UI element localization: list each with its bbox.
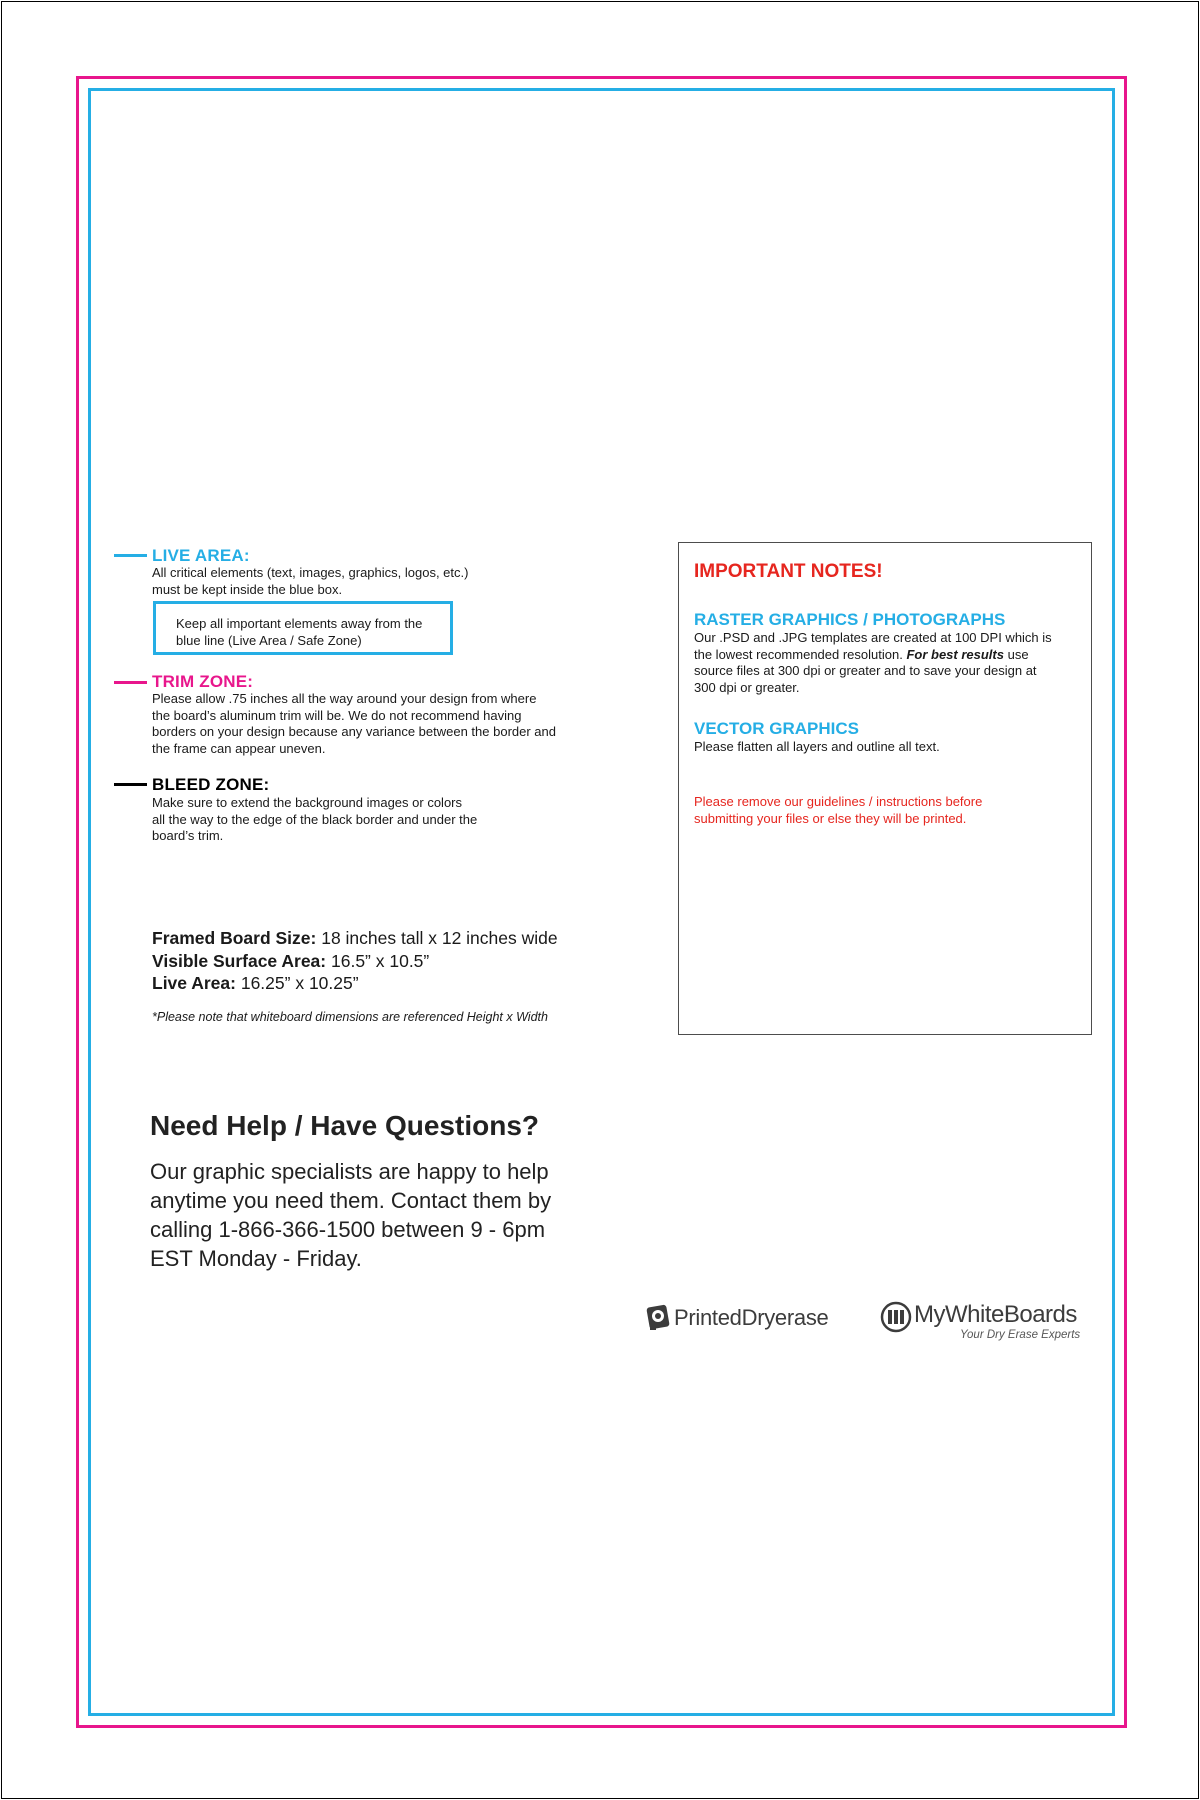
live-area-text xyxy=(152,565,532,598)
live-area-legend-line xyxy=(114,554,147,557)
live-area-size-label: Live Area: xyxy=(152,973,236,993)
bleed-zone-title: BLEED ZONE: xyxy=(152,775,270,794)
help-text-line: anytime you need them. Contact them by xyxy=(150,1188,552,1213)
safe-zone-callout xyxy=(153,601,453,655)
mywhiteboards-tagline: Your Dry Erase Experts xyxy=(960,1329,1081,1341)
live-area-size-value: 16.25” x 10.25” xyxy=(235,973,359,993)
live-area-text-line: All critical elements (text, images, graphics, logos, etc.) xyxy=(152,565,469,580)
important-notes-box xyxy=(678,542,1092,1035)
trim-zone-text-line: the frame can appear uneven. xyxy=(152,740,326,756)
bleed-zone-text xyxy=(152,795,532,845)
live-area-text-line: must be kept inside the blue box. xyxy=(152,581,343,597)
vector-graphics-title: VECTOR GRAPHICS xyxy=(694,719,859,738)
live-area-size xyxy=(152,972,359,995)
help-text-line: EST Monday - Friday. xyxy=(150,1246,362,1271)
bleed-zone-legend-line xyxy=(114,783,147,786)
raster-text-part: use xyxy=(1003,646,1029,662)
vector-graphics-text: Please flatten all layers and outline all text. xyxy=(694,739,940,754)
dimensions-note: *Please note that whiteboard dimensions are referenced Height x Width xyxy=(152,1010,548,1024)
safe-zone-callout-text xyxy=(176,616,446,649)
raster-text-emphasis: For best results xyxy=(906,646,1004,662)
printed-dryerase-logo-text: PrintedDryerase xyxy=(674,1305,829,1330)
help-text-line: calling 1-866-366-1500 between 9 - 6pm xyxy=(150,1217,546,1242)
visible-surface-area xyxy=(152,950,429,973)
trim-zone-text-line: Please allow .75 inches all the way around your design from where xyxy=(152,691,537,706)
visible-surface-area-label: Visible Surface Area: xyxy=(152,951,327,971)
bleed-zone-text-line: all the way to the edge of the black border and under the xyxy=(152,811,478,827)
trim-zone-text xyxy=(152,691,602,757)
raster-text-part: the lowest recommended resolution. xyxy=(694,646,907,662)
trim-zone-legend-line xyxy=(114,681,147,684)
raster-graphics-text-line xyxy=(694,647,1086,664)
visible-surface-area-value: 16.5” x 10.5” xyxy=(326,951,430,971)
framed-board-size-label: Framed Board Size: xyxy=(152,928,317,948)
raster-graphics-text-line: 300 dpi or greater. xyxy=(694,679,800,695)
printed-dryerase-logo-icon xyxy=(645,1303,673,1333)
remove-guidelines-warning-line: submitting your files or else they will be printed. xyxy=(694,810,967,826)
raster-graphics-text xyxy=(694,630,1086,696)
help-text xyxy=(150,1157,600,1273)
trim-zone-title: TRIM ZONE: xyxy=(152,672,254,691)
raster-graphics-title: RASTER GRAPHICS / PHOTOGRAPHS xyxy=(694,610,1006,629)
help-title: Need Help / Have Questions? xyxy=(150,1110,539,1141)
raster-graphics-text-line: source files at 300 dpi or greater and to save your design at xyxy=(694,663,1037,678)
framed-board-size-value: 18 inches tall x 12 inches wide xyxy=(316,928,558,948)
trim-zone-text-line: the board’s aluminum trim will be. We do not recommend having xyxy=(152,707,522,723)
remove-guidelines-warning-line: Please remove our guidelines / instructions before xyxy=(694,794,983,809)
framed-board-size xyxy=(152,927,558,950)
important-notes-title: IMPORTANT NOTES! xyxy=(694,561,883,582)
remove-guidelines-warning xyxy=(694,794,1024,827)
mywhiteboards-logo-icon xyxy=(880,1301,912,1333)
help-text-line: Our graphic specialists are happy to help xyxy=(150,1159,549,1184)
safe-zone-callout-line: blue line (Live Area / Safe Zone) xyxy=(176,632,362,648)
live-area-title: LIVE AREA: xyxy=(152,546,250,565)
bleed-zone-text-line: Make sure to extend the background images or colors xyxy=(152,795,463,810)
raster-graphics-text-line: Our .PSD and .JPG templates are created at 100 DPI which is xyxy=(694,630,1052,645)
trim-zone-text-line: borders on your design because any variance between the border and xyxy=(152,724,556,739)
bleed-zone-text-line: board’s trim. xyxy=(152,828,224,843)
mywhiteboards-logo-text: MyWhiteBoards xyxy=(914,1301,1077,1328)
safe-zone-callout-line: Keep all important elements away from the xyxy=(176,616,423,631)
